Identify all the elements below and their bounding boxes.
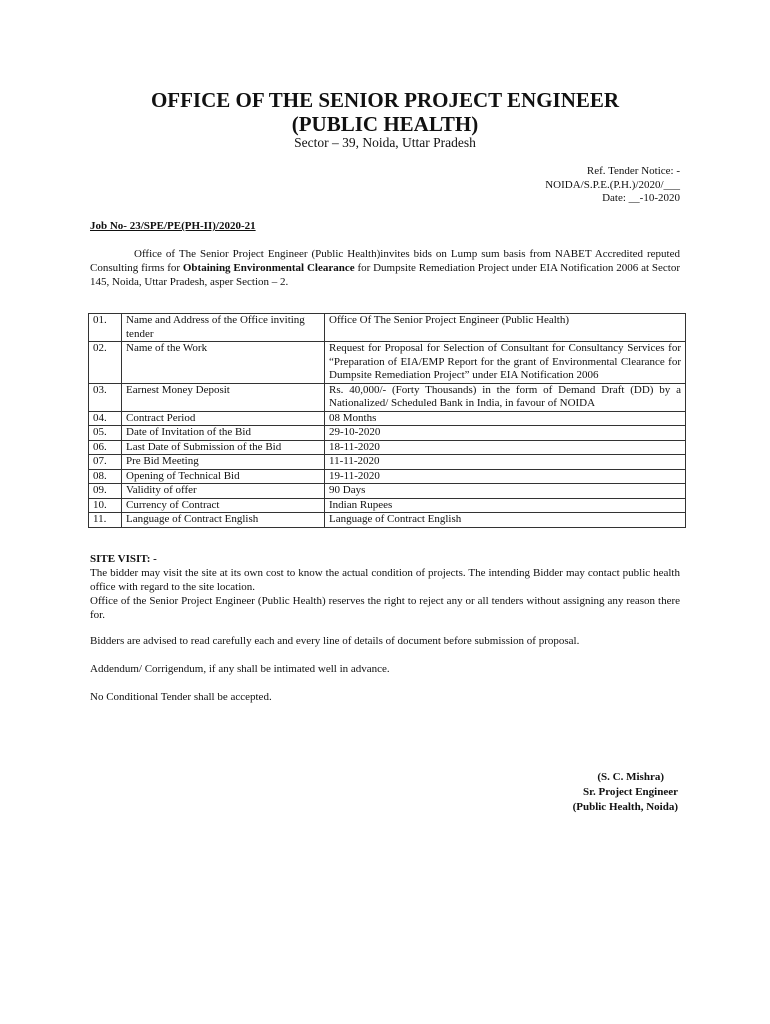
ref-number: NOIDA/S.P.E.(P.H.)/2020/___ [545,178,680,191]
table-row [89,426,686,441]
signatory-designation: Sr. Project Engineer [582,786,678,798]
site-visit-para-2: Office of the Senior Project Engineer (Public Health) reserves the right to reject any or all tenders without assigning any reason there for. [90,595,680,621]
site-visit-heading: SITE VISIT: - [90,553,157,565]
row-value: 08 Months [325,411,686,426]
row-value: Office Of The Senior Project Engineer (Public Health) [325,314,686,342]
intro-text-1: Office of The Senior Project Engineer (Public Health)invites bids on Lump sum basis from NABET Accredited reputed Consulting firms for [90,248,680,274]
row-number: 01. [89,314,122,342]
tender-details-table [88,313,686,528]
intro-bold-text: Obtaining Environmental Clearance [182,262,355,274]
intro-text-2: for Dumpsite Remediation Project under EIA Notification 2006 at Sector 145, Noida, Uttar Pradesh, asper Section – 2. [90,262,680,288]
row-number: 05. [89,426,122,441]
row-value: 29-10-2020 [325,426,686,441]
row-value: Request for Proposal for Selection of Consultant for Consultancy Services for “Preparation of EIA/EMP Report for the grant of Environmental Clearance for Dumpsite Remediation Project” under EIA Notification 2006 [325,342,686,384]
table-row [89,484,686,499]
row-value: Language of Contract English [325,513,686,528]
row-value: 19-11-2020 [325,469,686,484]
table-row [89,469,686,484]
row-value: 90 Days [325,484,686,499]
row-label: Date of Invitation of the Bid [122,426,325,441]
row-number: 07. [89,455,122,470]
addendum-paragraph: Addendum/ Corrigendum, if any shall be intimated well in advance. [90,663,390,675]
job-number: Job No- 23/SPE/PE(PH-II)/2020-21 [90,220,256,232]
table-row [89,314,686,342]
ref-date: Date: __-10-2020 [602,192,680,204]
site-visit-para-1: The bidder may visit the site at its own cost to know the actual condition of projects. The intending Bidder may contact public health office with regard to the site location. [90,567,680,593]
table-row [89,498,686,513]
row-number: 02. [89,342,122,384]
table-row [89,342,686,384]
row-value: 11-11-2020 [325,455,686,470]
site-visit-section [90,552,680,622]
row-number: 11. [89,513,122,528]
row-value: Indian Rupees [325,498,686,513]
row-number: 03. [89,383,122,411]
table-row [89,455,686,470]
row-label: Currency of Contract [122,498,325,513]
office-title: OFFICE OF THE SENIOR PROJECT ENGINEER [150,88,620,112]
ref-tender-notice: Ref. Tender Notice: - [586,165,680,177]
row-number: 06. [89,440,122,455]
row-value: Rs. 40,000/- (Forty Thousands) in the form of Demand Draft (DD) by a Nationalized/ Scheduled Bank in India, in favour of NOIDA [325,383,686,411]
row-label: Last Date of Submission of the Bid [122,440,325,455]
intro-paragraph [90,247,680,289]
table-row [89,513,686,528]
table-row [89,411,686,426]
row-label: Pre Bid Meeting [122,455,325,470]
row-number: 10. [89,498,122,513]
office-subtitle: (PUBLIC HEALTH) [291,112,479,136]
advise-paragraph: Bidders are advised to read carefully each and every line of details of document before submission of proposal. [90,635,580,647]
reference-block [380,165,680,206]
signatory-office: (Public Health, Noida) [572,801,678,813]
row-number: 04. [89,411,122,426]
row-label: Name and Address of the Office inviting tender [122,314,325,342]
row-number: 09. [89,484,122,499]
table-row [89,383,686,411]
row-label: Contract Period [122,411,325,426]
row-number: 08. [89,469,122,484]
table-row [89,440,686,455]
row-label: Earnest Money Deposit [122,383,325,411]
row-label: Name of the Work [122,342,325,384]
office-address: Sector – 39, Noida, Uttar Pradesh [294,135,476,150]
row-label: Language of Contract English [122,513,325,528]
signatory-name: (S. C. Mishra) [597,771,664,783]
row-label: Validity of offer [122,484,325,499]
row-label: Opening of Technical Bid [122,469,325,484]
signature-block [573,770,678,815]
row-value: 18-11-2020 [325,440,686,455]
no-conditional-paragraph: No Conditional Tender shall be accepted. [90,691,272,703]
